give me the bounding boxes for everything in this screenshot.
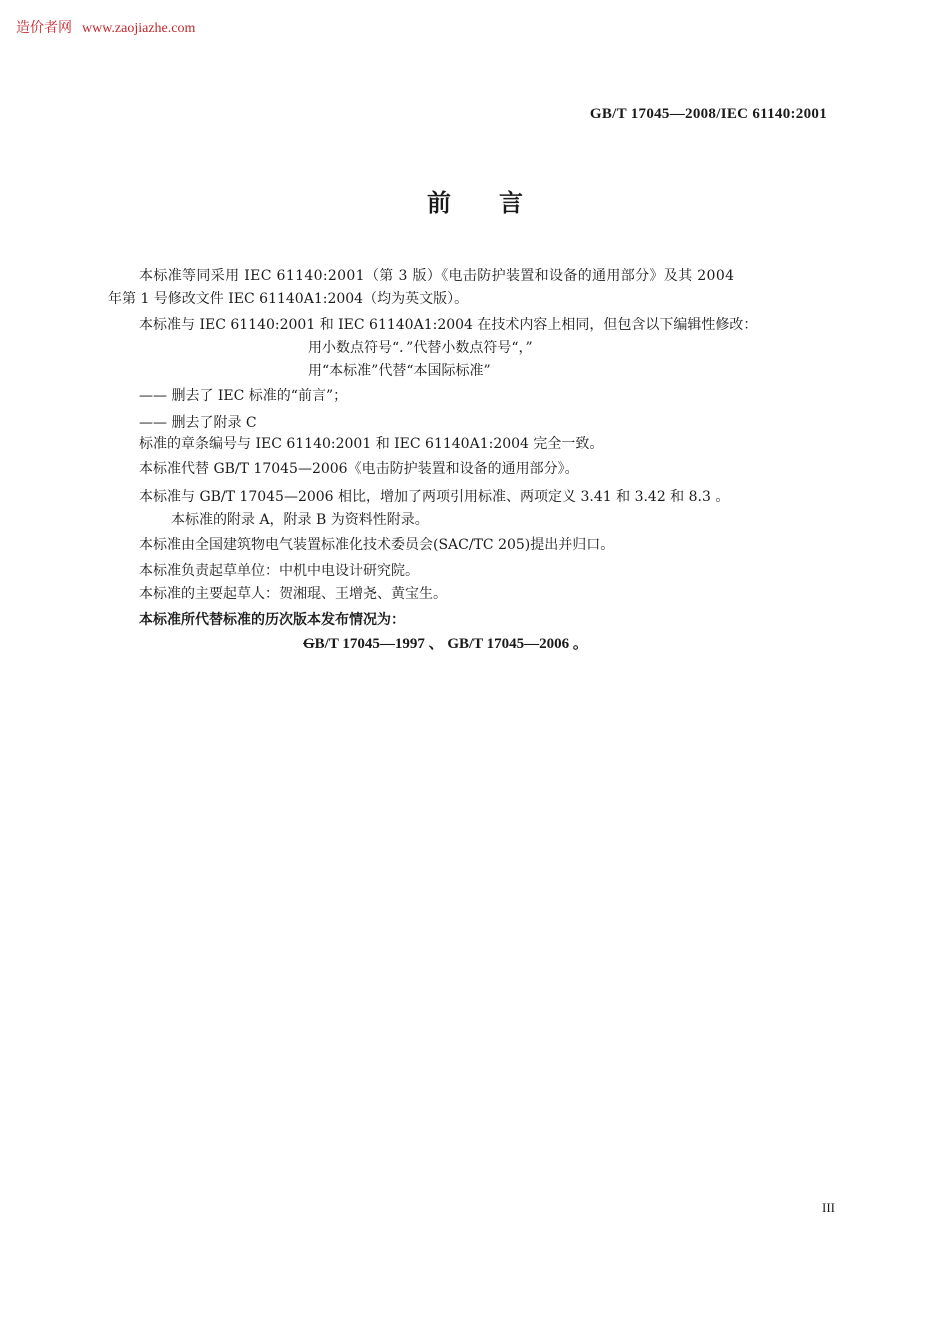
- previous-editions-struck-letter: G: [303, 636, 315, 652]
- watermark: [16, 17, 195, 37]
- paragraph-3: 标准的章条编号与 IEC 61140:2001 和 IEC 61140A1:2004 完全一致。: [139, 436, 604, 452]
- paragraph-2-item-2: 用“本标准”代替“本国际标准”: [308, 363, 491, 379]
- paragraph-2: 本标准与 IEC 61140:2001 和 IEC 61140A1:2004 在技术内容上相同，但包含以下编辑性修改：: [139, 317, 758, 333]
- paragraph-10: 本标准所代替标准的历次版本发布情况为：: [139, 612, 405, 628]
- paragraph-5: 本标准与 GB/T 17045—2006 相比，增加了两项引用标准、两项定义 3.41 和 3.42 和 8.3 。: [139, 489, 730, 505]
- paragraph-2-item-1: 用小数点符号“．”代替小数点符号“，”: [308, 340, 533, 356]
- watermark-site[interactable]: www.zaojiazhe.com: [82, 21, 196, 36]
- previous-editions-text: B/T 17045—1997 、 GB/T 17045—2006 。: [314, 636, 588, 652]
- paragraph-9: 本标准的主要起草人：贺湘琨、王增尧、黄宝生。: [139, 586, 447, 602]
- paragraph-4: 本标准代替 GB/T 17045—2006《电击防护装置和设备的通用部分》。: [139, 461, 579, 477]
- page-number: III: [822, 1200, 835, 1215]
- paragraph-1-line-2: 年第 1 号修改文件 IEC 61140A1:2004（均为英文版）。: [108, 291, 469, 307]
- paragraph-7: 本标准由全国建筑物电气装置标准化技术委员会(SAC/TC 205)提出并归口。: [139, 537, 615, 553]
- dash-item-1: —— 删去了 IEC 标准的“前言”；: [139, 388, 348, 404]
- title-char-2: 言: [499, 189, 523, 217]
- page-title: [0, 183, 950, 218]
- standard-code: GB/T 17045—2008/IEC 61140:2001: [589, 106, 827, 122]
- title-char-1: 前: [427, 189, 451, 217]
- paragraph-8: 本标准负责起草单位：中机中电设计研究院。: [139, 563, 419, 579]
- watermark-name: 造价者网: [16, 21, 72, 36]
- paragraph-6: 本标准的附录 A，附录 B 为资料性附录。: [171, 512, 429, 528]
- previous-editions: [303, 634, 588, 654]
- dash-item-2: —— 删去了附录 C: [139, 415, 257, 431]
- paragraph-1-line-1: 本标准等同采用 IEC 61140:2001（第 3 版）《电击防护装置和设备的通用部分》及其 2004: [139, 268, 735, 284]
